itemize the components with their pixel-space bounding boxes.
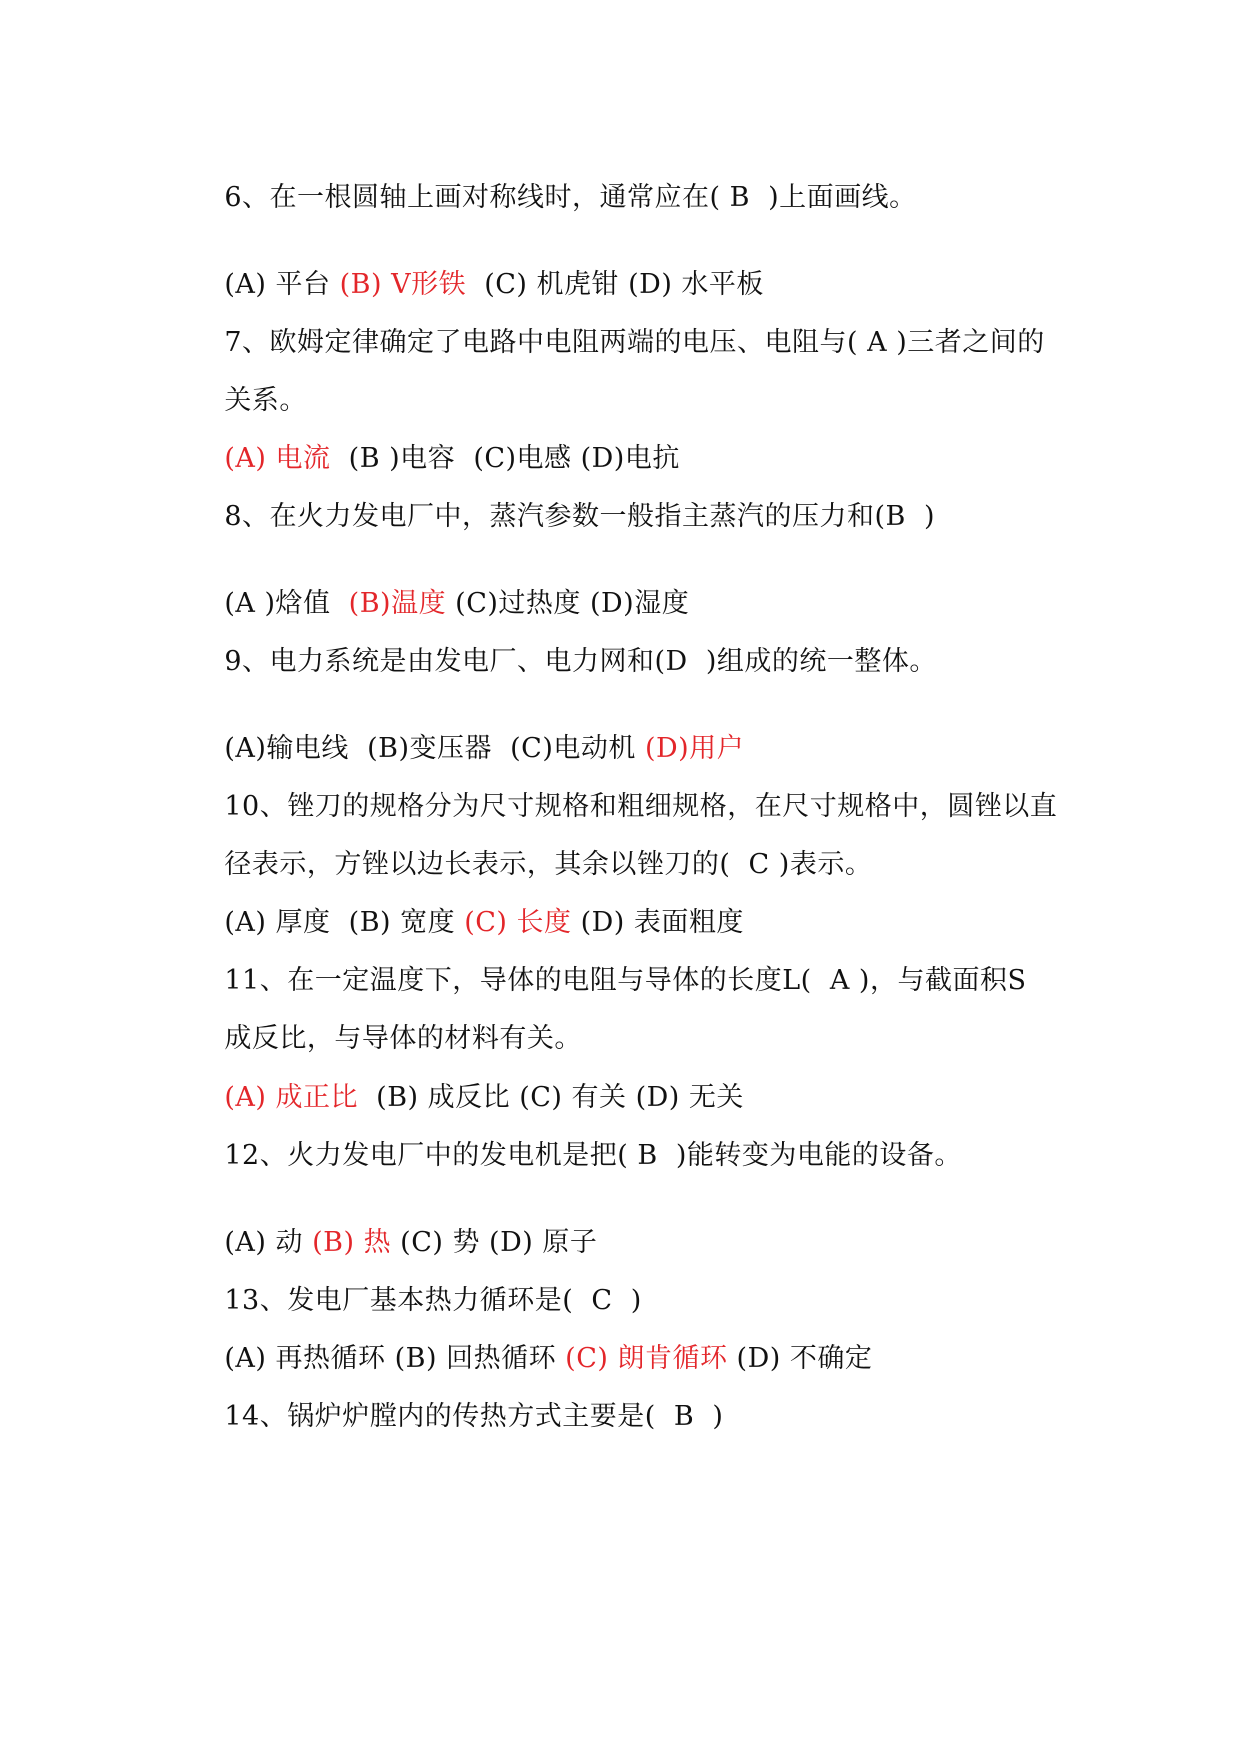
q12-options-a: (A) 动 <box>224 1227 313 1258</box>
q7-answer: (A) 电流 <box>224 443 331 474</box>
q12-options-rest: (C) 势 (D) 原子 <box>391 1227 598 1258</box>
q11-answer: (A) 成正比 <box>224 1082 358 1113</box>
q10-text-1: 10、锉刀的规格分为尺寸规格和粗细规格，在尺寸规格中，圆锉以直 <box>224 791 1058 822</box>
question-7-line1 <box>188 292 1045 394</box>
q13-answer: (C) 朗肯循环 <box>565 1343 728 1374</box>
q11-text-2: 成反比，与导体的材料有关。 <box>224 1023 582 1054</box>
q11-options-rest: (B) 成反比 (C) 有关 (D) 无关 <box>358 1082 744 1113</box>
q7-options-rest: (B )电容 (C)电感 (D)电抗 <box>330 443 680 474</box>
q6-options-rest: (C) 机虎钳 (D) 水平板 <box>466 269 764 300</box>
q11-text-1: 11、在一定温度下，导体的电阻与导体的长度L( A )，与截面积S <box>224 965 1027 996</box>
q6-text: 6、在一根圆轴上画对称线时，通常应在( B )上面画线。 <box>224 182 917 213</box>
q6-options-a: (A) 平台 <box>224 269 340 300</box>
q10-text-2: 径表示，方锉以边长表示，其余以锉刀的( C )表示。 <box>224 849 873 880</box>
q13-options-ab: (A) 再热循环 (B) 回热循环 <box>224 1343 566 1374</box>
q14-text: 14、锅炉炉膛内的传热方式主要是( B ) <box>224 1401 724 1432</box>
q7-text-1: 7、欧姆定律确定了电路中电阻两端的电压、电阻与( A )三者之间的 <box>224 327 1045 358</box>
q12-answer: (B) 热 <box>312 1227 392 1258</box>
q10-options-ab: (A) 厚度 (B) 宽度 <box>224 907 465 938</box>
q8-options-rest: (C)过热度 (D)湿度 <box>446 588 690 619</box>
q10-options-rest: (D) 表面粗度 <box>571 907 744 938</box>
q8-answer: (B)温度 <box>348 588 447 619</box>
q13-options-rest: (D) 不确定 <box>727 1343 873 1374</box>
q10-answer: (C) 长度 <box>464 907 572 938</box>
q9-answer: (D)用户 <box>644 733 745 764</box>
q8-text: 8、在火力发电厂中，蒸汽参数一般指主蒸汽的压力和(B ) <box>224 501 936 532</box>
question-14 <box>188 1366 723 1468</box>
q6-answer: (B) V形铁 <box>339 269 467 300</box>
q12-text: 12、火力发电厂中的发电机是把( B )能转变为电能的设备。 <box>224 1140 962 1171</box>
q7-text-2: 关系。 <box>224 385 307 416</box>
q8-options-a: (A )焓值 <box>224 588 349 619</box>
q9-text: 9、电力系统是由发电厂、电力网和(D )组成的统一整体。 <box>224 646 937 677</box>
q9-options-abc: (A)输电线 (B)变压器 (C)电动机 <box>224 733 645 764</box>
q13-text: 13、发电厂基本热力循环是( C ) <box>224 1285 642 1316</box>
